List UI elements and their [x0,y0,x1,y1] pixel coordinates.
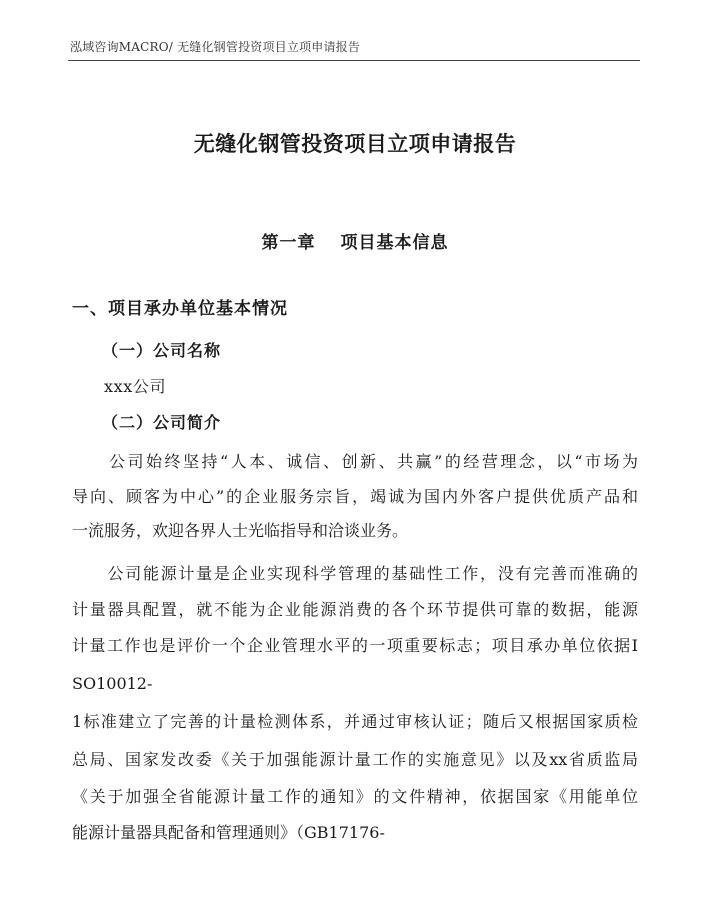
paragraph-line: SO10012- [72,674,153,693]
paragraph-line: 《关于加强全省能源计量工作的通知》的文件精神，依据国家《用能单位 [72,787,638,806]
paragraph-line: 总局、国家发改委《关于加强能源计量工作的实施意见》以及xx省质监局 [72,750,638,769]
paragraph-line: 计量工作也是评价一个企业管理水平的一项重要标志；项目承办单位依据I [72,636,638,655]
paragraph-line: 1标准建立了完善的计量检测体系，并通过审核认证；随后又根据国家质检 [72,712,638,731]
header-text: 泓域咨询MACRO/ 无缝化钢管投资项目立项申请报告 [70,40,361,54]
paragraph-line: 公司始终坚持“人本、诚信、创新、共赢”的经营理念，以“市场为 [72,452,638,471]
chapter-heading: 第一章 项目基本信息 [261,233,449,253]
subsection-company-profile: （二）公司简介 [102,413,222,432]
paragraph-line: 公司能源计量是企业实现科学管理的基础性工作，没有完善而准确的 [72,564,638,583]
paragraph-line: 能源计量器具配备和管理通则》（GB17176- [72,823,385,842]
section-heading: 一、项目承办单位基本情况 [72,299,288,319]
paragraph-line: 一流服务，欢迎各界人士光临指导和洽谈业务。 [72,521,409,540]
company-name-value: xxx公司 [104,377,167,396]
document-title: 无缝化钢管投资项目立项申请报告 [193,131,517,156]
paragraph-line: 计量器具配置，就不能为企业能源消费的各个环节提供可靠的数据，能源 [72,600,638,619]
paragraph-line: 导向、顾客为中心”的企业服务宗旨，竭诚为国内外客户提供优质产品和 [72,487,638,506]
header-divider [68,60,640,61]
subsection-company-name: （一）公司名称 [102,341,222,360]
